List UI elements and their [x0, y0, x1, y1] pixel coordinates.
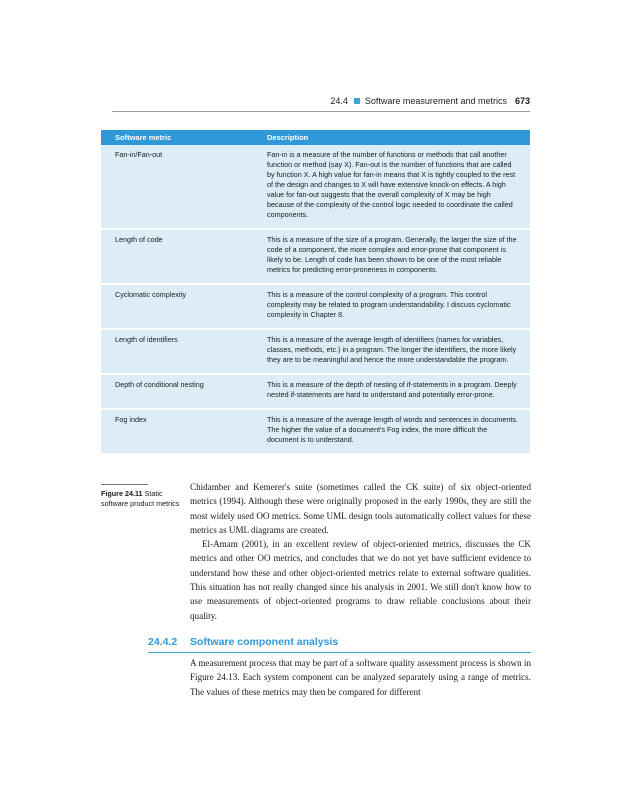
figure-caption — [101, 489, 181, 509]
section-number: 24.4.2 — [148, 636, 178, 648]
metric-name: Length of identifiers — [101, 329, 257, 374]
page-number: 673 — [514, 96, 530, 106]
figure-number: Figure 24.11 — [101, 489, 143, 498]
metrics-table — [101, 130, 530, 455]
metric-description: Fan-in is a measure of the number of functions or methods that call another function or method (say X). Fan-out is the number of functions that are called by function X. A high value for fan-in means that X is tightly coupled to the rest of the design and changes to X will have extensive knock-on effects. A high value for fan-out suggests that the overall complexity of X may be high because of the complexity of the control logic needed to coordinate the called components. — [257, 145, 530, 229]
table-row — [101, 329, 530, 374]
paragraph: Chidamber and Kemerer's suite (sometimes called the CK suite) of six object-oriented metrics (1994). Although these were originally proposed in the early 1990s, they are still the most widely used OO metrics. Some UML design tools automatically collect values for these metrics as UML diagrams are created. — [190, 482, 531, 535]
section-body-text — [190, 656, 531, 699]
metric-name: Depth of conditional nesting — [101, 374, 257, 409]
paragraph: A measurement process that may be part of a software quality assessment process is shown in Figure 24.13. Each system component can be analyzed separately using a range of metrics. The values of these metrics may then be compared for different — [190, 658, 531, 697]
figure-caption-text: Static software product metrics — [101, 489, 180, 508]
section-title: Software component analysis — [190, 636, 339, 648]
metric-description: This is a measure of the size of a program. Generally, the larger the size of the code of a component, the more complex and error-prone that component is likely to be. Length of code has been shown to be one of the most reliable metrics for predicting error-proneness in components. — [257, 229, 530, 284]
metric-description: This is a measure of the average length of identifiers (names for variables, classes, methods, etc.) in a program. The longer the identifiers, the more likely they are to be meaningful and hence the more understandable the program. — [257, 329, 530, 374]
header-title: Software measurement and metrics — [364, 96, 507, 106]
header-square-icon — [354, 98, 360, 104]
caption-rule — [101, 484, 148, 485]
header-software-metric: Software metric — [101, 130, 257, 145]
metric-name: Length of code — [101, 229, 257, 284]
metric-description: This is a measure of the average length of words and sentences in documents. The higher the value of a document's Fog index, the more difficult the document is to understand. — [257, 409, 530, 454]
metric-description: This is a measure of the depth of nesting of if-statements in a program. Deeply nested if-statements are hard to understand and potentially error-prone. — [257, 374, 530, 409]
metric-name: Cyclomatic complexity — [101, 284, 257, 329]
table-header-row — [101, 130, 530, 145]
table-row — [101, 145, 530, 229]
table-row — [101, 284, 530, 329]
body-text — [190, 480, 531, 623]
table-row — [101, 374, 530, 409]
metric-name: Fog index — [101, 409, 257, 454]
header-section-number: 24.4 — [330, 96, 348, 106]
table-row — [101, 409, 530, 454]
table-row — [101, 229, 530, 284]
metric-description: This is a measure of the control complexity of a program. This control complexity may be related to program understandability. I discuss cyclomatic complexity in Chapter 8. — [257, 284, 530, 329]
header-description: Description — [257, 130, 530, 145]
paragraph: El-Amam (2001), in an excellent review of object-oriented metrics, discusses the CK metrics and other OO metrics, and concludes that we do not yet have sufficient evidence to understand how these and other object-oriented metrics relate to external software qualities. This situation has not really changed since his analysis in 2001. We still don't know how to use measurements of object-oriented programs to draw reliable conclusions about their quality. — [190, 539, 531, 621]
metric-name: Fan-in/Fan-out — [101, 145, 257, 229]
section-heading — [148, 636, 531, 653]
running-header — [112, 94, 530, 112]
